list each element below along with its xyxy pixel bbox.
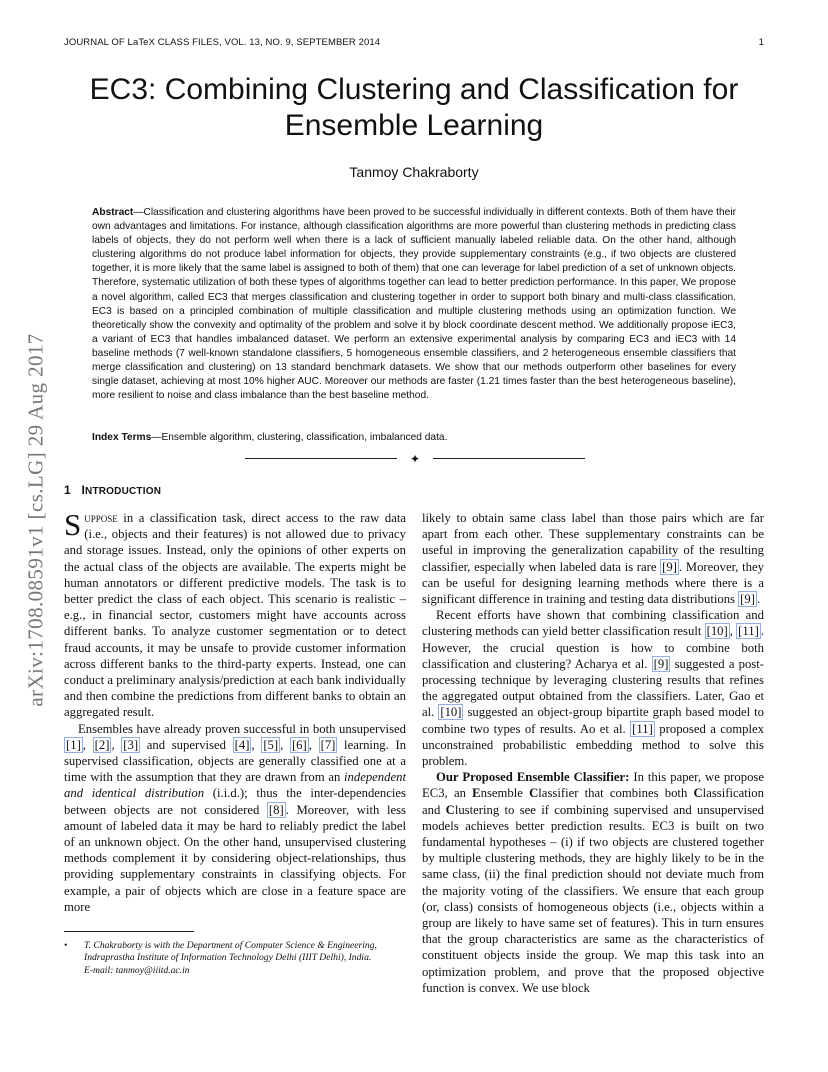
paragraph-text: . Moreover, they can be useful for designing learning methods where there is a significant difference in training and testing data distributions [422, 559, 764, 607]
drop-cap: S [64, 507, 82, 542]
paragraph-text: likely to obtain same class label than those pairs which are far apart from each other. These supplementary constraints can be useful in improving the generalization capability of the resulting classifier, especially when labeled data is rare [422, 511, 764, 574]
author-name: Tanmoy Chakraborty [349, 164, 479, 180]
paragraph-text: nsemble [480, 786, 530, 801]
abstract-label: Abstract [92, 207, 134, 218]
arxiv-stamp [12, 280, 60, 760]
page-number: 1 [758, 37, 764, 48]
citation-link[interactable]: [11] [738, 624, 759, 639]
paragraph-text: , [729, 624, 737, 639]
citation-link[interactable]: [1] [66, 737, 81, 752]
section-divider [245, 452, 585, 466]
intro-paragraph-5 [422, 769, 764, 996]
footnote-rule [64, 931, 194, 932]
intro-paragraph-3 [422, 510, 764, 607]
paragraph-text: lassifier that combines both [538, 786, 694, 801]
citation-link[interactable]: [6] [291, 737, 307, 752]
section-title-initial: I [81, 483, 86, 497]
paragraph-text: proposed a complex unconstrained probabilistic embedding method to solve this problem. [422, 721, 764, 769]
citation-link[interactable]: [9] [653, 656, 669, 671]
acronym-letter: E [472, 786, 481, 801]
running-head [64, 37, 764, 48]
citation-link[interactable]: [10] [440, 705, 462, 720]
index-terms [92, 432, 736, 443]
bullet-icon: • [64, 940, 68, 951]
paragraph-text: Ensembles have already proven successful in both unsupervised [78, 721, 406, 736]
paragraph-text: in a classification task, direct access to the raw data (i.e., objects and their features) is not allowed due to privacy and storage issues. Instead, only the opinions of other experts on the actual class of the objects are available. The experts might be human annotators or different predictive models. The task is to better predict the class of each object. This scenario is realistic – e.g., in financial sector, customers might have accounts across different banks. To analyze customer segmentation or to detect fraud accounts, it may be unsafe to provide customer information across different banks to the third-party experts. Instead, one can conduct a preliminary analysis/prediction at each bank individually and then combine the predictions from different banks to obtain an aggregated result. [64, 511, 406, 720]
emphasis-text: independent and identical distribution [64, 770, 406, 801]
arxiv-identifier: arXiv:1708.08591v1 [cs.LG] 29 Aug 2017 [23, 333, 48, 707]
title-line-1: EC3: Combining Clustering and Classification for [89, 73, 739, 106]
citation-link[interactable]: [9] [662, 559, 677, 574]
paper-title [60, 72, 768, 144]
abstract-text: —Classification and clustering algorithms have been proved to be successful individually in different contexts. Both of them have their own advantages and limitations. For instance, although classification algorithms are more powerful than clustering methods in predicting class labels of objects, they do not perform well when there is a lack of sufficient manually labeled reliable data. On the other hand, although clustering algorithms do not produce label information for objects, they provide supplementary constraints (e.g., if two objects are clustered together, it is more likely that the same label is assigned to both of them) that one can leverage for label prediction of a set of unknown objects. Therefore, systematic utilization of both these types of algorithms together can lead to better prediction performance. In this paper, We propose a novel algorithm, called EC3 that merges classification and clustering together in order to support both binary and multi-class classification. EC3 is based on a principled combination of multiple classification and multiple clustering methods using an optimization function. We theoretically show the convexity and optimality of the problem and solve it by block coordinate descent method. We additionally propose iEC3, a variant of EC3 that handles imbalanced dataset. We perform an extensive experimental analysis by comparing EC3 and iEC3 with 14 baseline methods (7 well-known standalone classifiers, 5 homogeneous ensemble classifiers, and 2 heterogeneous ensemble classifiers that merge classification and clustering) on 13 standard benchmark datasets. We show that our methods outperform other baselines for every single dataset, achieving at most 10% higher AUC. Moreover our methods are faster (1.21 times faster than the best heterogeneous baseline), more resilient to noise and class imbalance than the best baseline method. [92, 207, 736, 402]
paragraph-text: suggested an object-group bipartite graph based model to combine two types of results. Ao et al. [422, 705, 764, 736]
divider-line-left [245, 458, 397, 459]
paragraph-text: In this paper, we propose EC3, an [422, 770, 765, 801]
citation-link[interactable]: [9] [740, 592, 755, 607]
left-column [64, 507, 407, 920]
citation-link[interactable]: [10] [706, 624, 728, 639]
section-heading [64, 483, 161, 497]
paragraph-text: lassification and [422, 786, 764, 817]
paragraph-text: . However, the crucial question is how to combine both classification and clustering? Acharya et al. [422, 624, 764, 671]
footnote [64, 940, 406, 977]
paragraph-text: lustering to see if combining supervised and unsupervised models achieves better prediction results. EC3 is built on two fundamental hypotheses – (i) if two objects are clustered together by multiple clustering methods, they are highly likely to be in the same class, (ii) the final prediction should not deviate much from the majority voting of the classifiers. We ensure that each group (or, class) consists of homogeneous objects (i.e., objects within a group are likely to have same set of features). This in turn ensures that the group characteristics are same as the characteristics of constituent objects inside the group. We map this task into an optimization problem, and prove that the proposed objective function is convex. We use block [422, 802, 764, 995]
acronym-letter: C [529, 786, 539, 801]
paragraph-text: . [756, 592, 761, 607]
title-line-2: Ensemble Learning [284, 109, 544, 142]
paragraph-heading: Our Proposed Ensemble Classifier: [436, 770, 630, 785]
right-column [422, 510, 764, 1010]
footnote-affiliation: T. Chakraborty is with the Department of Computer Science & Engineering, Indraprastha Institute of Information Technology Delhi (IIIT Delhi), India. [84, 940, 377, 964]
abstract [92, 206, 736, 403]
intro-paragraph-1 [64, 507, 406, 721]
citation-link[interactable]: [5] [263, 737, 279, 752]
paragraph-text: . Moreover, with less amount of labeled data it may be hard to reliably predict the label of an unknown object. On the other hand, unsupervised clustering methods complement it by considering object-relationships, thus providing supplementary constraints in classifying objects. For example, a pair of objects which are close in a feature space are more [64, 802, 406, 914]
index-terms-text: —Ensemble algorithm, clustering, classification, imbalanced data. [151, 432, 448, 443]
acronym-letter: C [693, 786, 703, 801]
citation-link[interactable]: [8] [268, 802, 284, 817]
citation-link[interactable]: [2] [94, 737, 110, 752]
citation-link[interactable]: [11] [632, 721, 653, 736]
paragraph-text: and supervised [140, 737, 233, 752]
intro-paragraph-4 [422, 607, 764, 769]
citation-link[interactable]: [3] [123, 737, 139, 752]
citation-link[interactable]: [4] [234, 737, 250, 752]
section-title-rest: NTRODUCTION [85, 486, 162, 497]
acronym-letter: C [445, 802, 455, 817]
footnote-email: E-mail: tanmoy@iiitd.ac.in [84, 964, 190, 976]
lead-word: uppose [84, 511, 118, 525]
paragraph-text: (i.i.d.); thus the inter-dependencies between objects are not considered [64, 786, 406, 817]
citation-link[interactable]: [7] [320, 737, 336, 752]
journal-name: JOURNAL OF LaTeX CLASS FILES, VOL. 13, NO. 9, SEPTEMBER 2014 [64, 37, 381, 48]
paragraph-text: suggested a post-processing technique by leveraging clustering results that refines the aggregated output obtained from the classifiers. Later, Gao et al. [422, 656, 764, 720]
paragraph-text: learning. In supervised classification, objects are generally classified one at a time with the assumption that they are drawn from an [64, 737, 407, 785]
intro-paragraph-2: Ensembles have already proven successful in both unsupervised [1] , [2] , [3] and supervised [4] , [5] , [6] , [7] learning. In supervised classification, objects are generally classified one at a time with the assumption that they are drawn from an independent and identical distribution (i.i.d.); thus the inter-dependencies between objects are not considered [8] . Moreover, with less amount of labeled data it may be hard to reliably predict the label of an unknown object. On the other hand, unsupervised clustering methods complement it by considering object-relationships, thus providing supplementary constraints in classifying objects. For example, a pair of objects which are close in a feature space are more [64, 721, 407, 914]
paragraph-text: Recent efforts have shown that combining classification and clustering methods can yield better classification result [422, 608, 764, 639]
diamond-star-icon: ✦ [409, 452, 421, 466]
divider-line-right [433, 458, 585, 459]
index-terms-label: Index Terms [92, 432, 152, 443]
section-number: 1 [64, 483, 71, 497]
